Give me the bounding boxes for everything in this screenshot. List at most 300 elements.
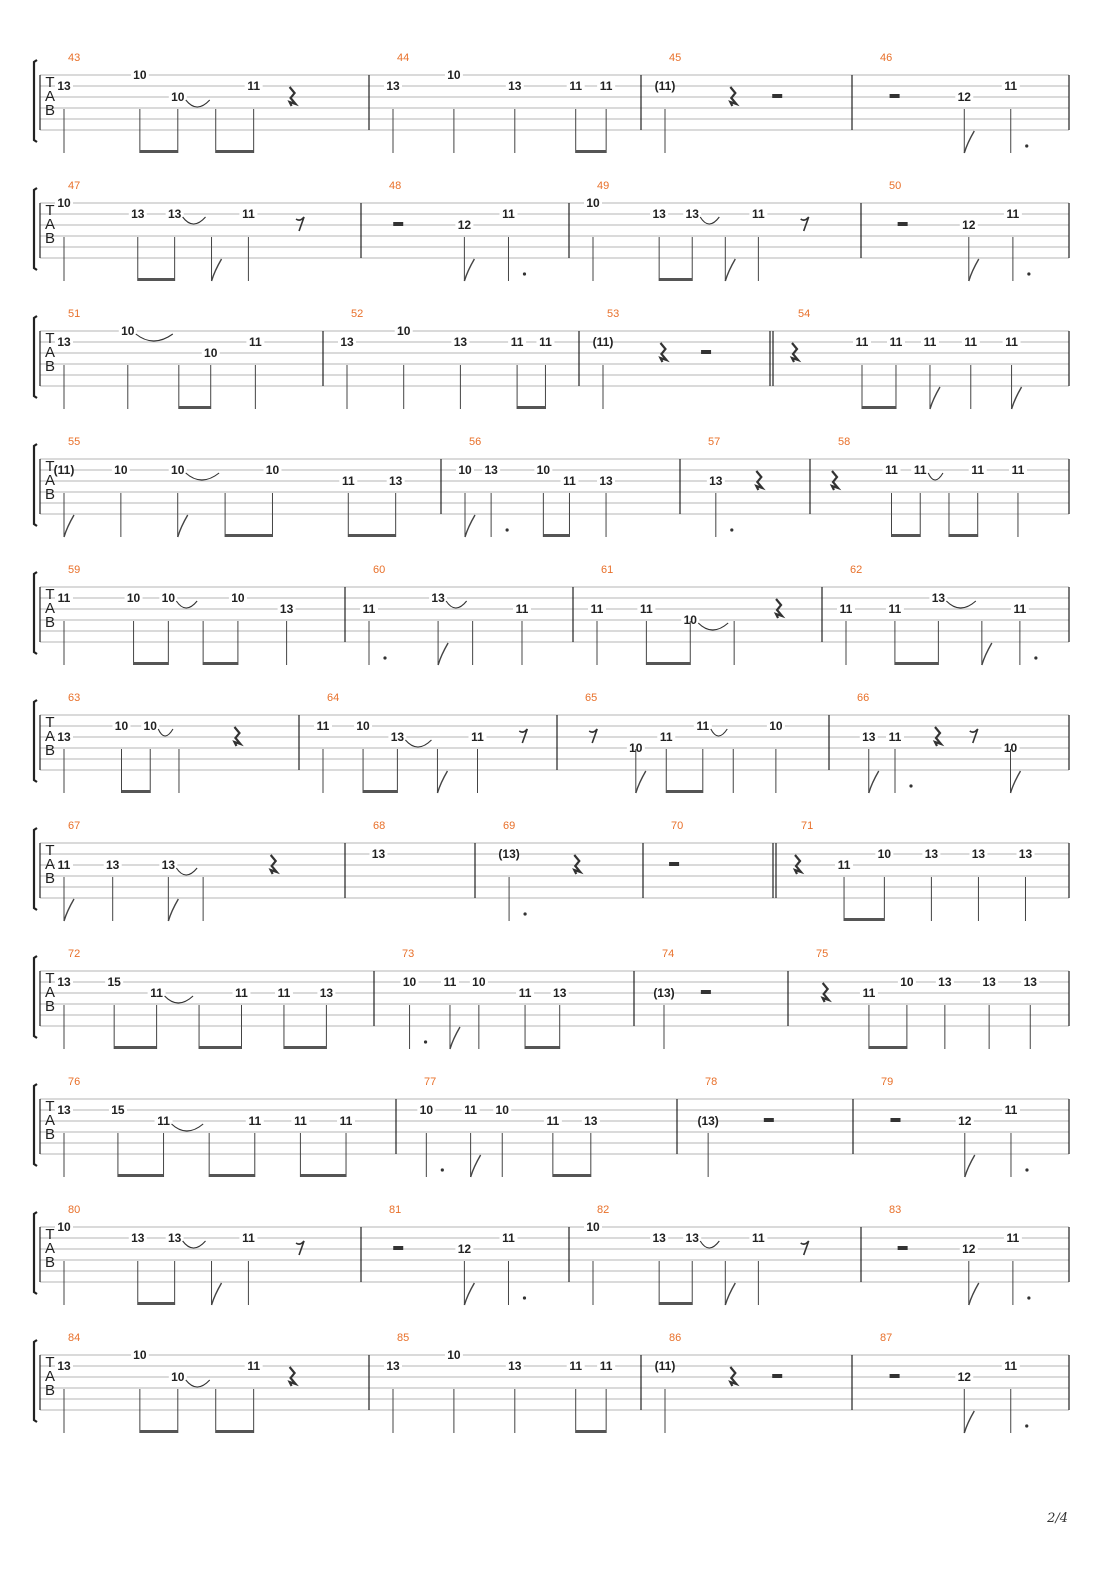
measure-number: 55 <box>68 436 81 448</box>
fret-number: 10 <box>769 719 783 733</box>
measure <box>55 308 264 409</box>
tab-clef-letter: B <box>44 486 56 503</box>
fret-number: 10 <box>133 1348 147 1362</box>
tie-arc <box>186 100 210 107</box>
tab-clef-letter: T <box>45 586 55 603</box>
fret-number: (13) <box>653 986 675 1000</box>
measure-number: 57 <box>708 436 721 448</box>
fret-number: 13 <box>685 1231 699 1245</box>
note-beam <box>284 1046 326 1049</box>
note-beam <box>543 534 569 537</box>
fret-number: 13 <box>340 335 354 349</box>
note-beam <box>114 1046 156 1049</box>
augmentation-dot <box>1025 1424 1028 1427</box>
tie-arc <box>176 601 197 608</box>
note-beam <box>121 790 150 793</box>
fret-number: 10 <box>495 1103 509 1117</box>
tab-clef-letter: A <box>44 216 56 233</box>
fret-number: 10 <box>586 196 600 210</box>
fret-number: 11 <box>1006 207 1020 221</box>
augmentation-dot <box>1025 1168 1028 1171</box>
measure-number: 82 <box>597 1204 610 1216</box>
tie-arc <box>176 868 197 875</box>
fret-number: 10 <box>57 196 71 210</box>
tab-clef-letter: T <box>45 1226 55 1243</box>
fret-number: (11) <box>654 79 676 93</box>
measure <box>55 1076 355 1177</box>
fret-number: 11 <box>569 79 583 93</box>
note-beam <box>199 1046 241 1049</box>
note-beam <box>140 150 178 153</box>
measure-number: 68 <box>373 820 386 832</box>
augmentation-dot <box>523 272 526 275</box>
note-beam <box>576 150 606 153</box>
measure-number: 78 <box>705 1076 718 1088</box>
fret-number: 12 <box>457 1242 472 1256</box>
tab-clef-letter: B <box>44 358 56 375</box>
fret-number: 13 <box>106 858 120 872</box>
note-beam <box>525 1046 560 1049</box>
fret-number: 11 <box>1004 1103 1018 1117</box>
note-beam <box>891 534 920 537</box>
tab-clef-letter: A <box>44 1112 56 1129</box>
fret-number: 10 <box>397 324 411 338</box>
fret-number: 13 <box>553 986 567 1000</box>
measure-number: 86 <box>669 1332 682 1344</box>
tie-arc <box>700 217 719 224</box>
measure-number: 52 <box>351 308 364 320</box>
measure <box>55 564 296 665</box>
fret-number: 11 <box>57 591 71 605</box>
tie-arc <box>186 473 219 480</box>
tie-arc <box>183 217 206 224</box>
measure-number: 71 <box>801 820 814 832</box>
fret-number: 13 <box>57 730 71 744</box>
note-flag <box>1011 771 1021 793</box>
measure-number: 80 <box>68 1204 81 1216</box>
augmentation-dot <box>383 656 386 659</box>
tab-clef-letter: T <box>45 1098 55 1115</box>
system-bracket <box>34 572 37 654</box>
measure-number: 79 <box>881 1076 894 1088</box>
tab-clef-letter: B <box>44 998 56 1015</box>
system-bracket <box>34 828 37 910</box>
note-beam <box>138 1302 175 1305</box>
measure <box>889 180 1030 281</box>
note-beam <box>300 1174 346 1177</box>
fret-number: 13 <box>390 730 405 744</box>
augmentation-dot <box>1027 1296 1030 1299</box>
measure <box>54 436 405 537</box>
fret-number: 10 <box>143 719 157 733</box>
measure-number: 53 <box>607 308 620 320</box>
note-beam <box>134 662 169 665</box>
measure <box>389 1204 526 1305</box>
fret-number: 10 <box>586 1220 600 1234</box>
note-flag <box>964 1411 974 1433</box>
note-flag <box>212 1283 222 1305</box>
measure <box>384 52 615 153</box>
note-beam <box>517 406 545 409</box>
measure-number: 81 <box>389 1204 402 1216</box>
fret-number: 13 <box>652 1231 666 1245</box>
fret-number: 13 <box>584 1114 598 1128</box>
fret-number: 11 <box>515 602 529 616</box>
fret-number: 13 <box>388 474 403 488</box>
measure-number: 72 <box>68 948 81 960</box>
tie-arc <box>158 729 173 736</box>
measure <box>384 1332 615 1433</box>
note-flag <box>965 1155 975 1177</box>
measure <box>881 1076 1029 1177</box>
measure <box>837 564 1037 665</box>
note-beam <box>363 790 397 793</box>
note-flag <box>212 259 222 281</box>
fret-number: 11 <box>443 975 457 989</box>
fret-number: 11 <box>510 335 524 349</box>
fret-number: 13 <box>386 1359 400 1373</box>
fret-number: 11 <box>837 858 851 872</box>
note-flag <box>982 643 992 665</box>
fret-number: 11 <box>590 602 604 616</box>
eighth-rest <box>970 729 978 743</box>
fret-number: 13 <box>57 79 71 93</box>
measure <box>707 436 763 537</box>
fret-number: 11 <box>599 79 613 93</box>
tab-system <box>34 436 1069 537</box>
tab-clef-letter: T <box>45 714 55 731</box>
measure <box>776 820 1034 921</box>
fret-number: 11 <box>339 1114 353 1128</box>
measure <box>816 948 1039 1049</box>
tab-clef-letter: B <box>44 1126 56 1143</box>
half-rest <box>898 222 908 226</box>
fret-number: 13 <box>131 207 145 221</box>
measure <box>697 1076 773 1177</box>
tab-system <box>34 52 1069 153</box>
tie-arc <box>698 623 728 630</box>
fret-number: 13 <box>57 335 71 349</box>
measure <box>417 1076 599 1177</box>
tab-clef-letter: A <box>44 88 56 105</box>
tab-clef-letter: T <box>45 202 55 219</box>
half-rest <box>393 1246 403 1250</box>
measure <box>55 948 335 1049</box>
note-beam <box>553 1174 591 1177</box>
fret-number: 12 <box>457 218 472 232</box>
fret-number: 10 <box>356 719 370 733</box>
fret-number: 11 <box>150 986 163 1000</box>
fret-number: 11 <box>752 207 765 221</box>
tab-clef-letter: B <box>44 742 56 759</box>
measure <box>584 180 809 281</box>
fret-number: 10 <box>114 719 129 733</box>
measure <box>401 948 569 1049</box>
measure <box>55 820 277 921</box>
note-flag <box>450 1027 460 1049</box>
fret-number: 11 <box>888 730 902 744</box>
note-flag <box>64 515 74 537</box>
fret-number: 11 <box>563 474 576 488</box>
fret-number: 11 <box>247 1359 260 1373</box>
tab-system <box>34 1204 1069 1305</box>
augmentation-dot <box>1027 272 1030 275</box>
fret-number: 11 <box>971 463 985 477</box>
fret-number: 11 <box>862 986 876 1000</box>
fret-number: 13 <box>1023 975 1037 989</box>
fret-number: 13 <box>484 463 498 477</box>
fret-number: 13 <box>924 847 939 861</box>
fret-number: 13 <box>167 1231 182 1245</box>
fret-number: 11 <box>599 1359 613 1373</box>
fret-number: 10 <box>447 68 461 82</box>
note-beam <box>895 662 938 665</box>
measure-number: 50 <box>889 180 902 192</box>
fret-number: 10 <box>114 463 128 477</box>
fret-number: 11 <box>696 719 710 733</box>
fret-number: 10 <box>126 591 141 605</box>
fret-number: 13 <box>319 986 334 1000</box>
note-beam <box>216 1430 254 1433</box>
measure <box>880 1332 1028 1433</box>
fret-number: 10 <box>536 463 551 477</box>
measure-number: 49 <box>597 180 610 192</box>
fret-number: 10 <box>1003 741 1018 755</box>
tab-clef-letter: B <box>44 1382 56 1399</box>
measure-number: 66 <box>857 692 870 704</box>
tab-clef-letter: T <box>45 458 55 475</box>
tab-clef-letter: B <box>44 102 56 119</box>
fret-number: 13 <box>371 847 386 861</box>
tab-system <box>34 1076 1069 1177</box>
measure <box>655 52 783 153</box>
note-flag <box>869 771 879 793</box>
measure-number: 70 <box>671 820 684 832</box>
tab-clef-letter: A <box>44 472 56 489</box>
fret-number: 11 <box>1004 79 1018 93</box>
fret-number: 10 <box>900 975 914 989</box>
fret-number: 13 <box>57 975 71 989</box>
system-bracket <box>34 1212 37 1294</box>
tab-clef-letter: T <box>45 842 55 859</box>
measure-number: 75 <box>816 948 829 960</box>
half-rest <box>701 350 711 354</box>
measure <box>773 308 1022 409</box>
fret-number: 11 <box>294 1114 307 1128</box>
tab-clef-letter: T <box>45 74 55 91</box>
fret-number: 11 <box>242 1231 255 1245</box>
measure-number: 45 <box>669 52 682 64</box>
fret-number: 11 <box>1013 602 1027 616</box>
fret-number: 11 <box>913 463 927 477</box>
fret-number: 11 <box>316 719 330 733</box>
measure <box>832 436 1027 537</box>
eighth-rest <box>801 1241 809 1255</box>
augmentation-dot <box>1034 656 1037 659</box>
measure <box>588 564 782 665</box>
half-rest <box>393 222 403 226</box>
note-beam <box>666 790 703 793</box>
measure-number: 61 <box>601 564 614 576</box>
measure <box>55 692 240 793</box>
tab-system <box>34 180 1069 281</box>
half-rest <box>701 990 711 994</box>
fret-number: 10 <box>447 1348 461 1362</box>
fret-number: 11 <box>242 207 255 221</box>
tie-arc <box>183 1241 206 1248</box>
fret-number: 10 <box>458 463 472 477</box>
tab-clef-letter: B <box>44 230 56 247</box>
fret-number: 11 <box>546 1114 560 1128</box>
fret-number: 11 <box>235 986 248 1000</box>
note-flag <box>64 899 74 921</box>
augmentation-dot <box>441 1168 444 1171</box>
tie-arc <box>165 996 193 1003</box>
measure-number: 69 <box>503 820 516 832</box>
fret-number: (11) <box>53 463 75 477</box>
measure <box>55 180 304 281</box>
fret-number: 11 <box>752 1231 765 1245</box>
fret-number: 15 <box>107 975 121 989</box>
measure-number: 77 <box>424 1076 437 1088</box>
fret-number: 11 <box>249 335 262 349</box>
measure <box>653 948 711 1049</box>
note-beam <box>140 1430 178 1433</box>
fret-number: 11 <box>247 79 260 93</box>
note-beam <box>659 278 692 281</box>
fret-number: (13) <box>498 847 520 861</box>
fret-number: 11 <box>964 335 978 349</box>
augmentation-dot <box>523 912 526 915</box>
fret-number: 12 <box>962 218 976 232</box>
note-flag <box>969 259 979 281</box>
augmentation-dot <box>424 1040 427 1043</box>
fret-number: 13 <box>862 730 876 744</box>
fret-number: 13 <box>599 474 613 488</box>
tab-clef-letter: T <box>45 330 55 347</box>
fret-number: 10 <box>683 613 697 627</box>
fret-number: 11 <box>889 335 903 349</box>
note-beam <box>646 662 690 665</box>
measure <box>338 308 554 409</box>
fret-number: 11 <box>471 730 484 744</box>
fret-number: 13 <box>508 79 522 93</box>
measure <box>55 52 296 153</box>
measure-number: 85 <box>397 1332 410 1344</box>
fret-number: 12 <box>958 1114 972 1128</box>
tab-clef-letter: B <box>44 614 56 631</box>
fret-number: 11 <box>57 858 71 872</box>
tab-system <box>34 564 1069 665</box>
fret-number: 11 <box>502 1231 515 1245</box>
measure-number: 64 <box>327 692 340 704</box>
measure-number: 56 <box>469 436 482 448</box>
half-rest <box>772 94 782 98</box>
note-flag <box>178 515 188 537</box>
fret-number: 11 <box>518 986 532 1000</box>
note-beam <box>216 150 254 153</box>
system-bracket <box>34 188 37 270</box>
note-beam <box>869 1046 907 1049</box>
fret-number: 11 <box>1011 463 1025 477</box>
fret-number: 13 <box>57 1103 71 1117</box>
measure-number: 46 <box>880 52 893 64</box>
fret-number: 10 <box>877 847 892 861</box>
measure-number: 67 <box>68 820 81 832</box>
note-flag <box>471 1155 481 1177</box>
tab-clef-letter: A <box>44 856 56 873</box>
fret-number: 10 <box>629 741 643 755</box>
measure-number: 44 <box>397 52 410 64</box>
tab-clef-letter: A <box>44 1368 56 1385</box>
half-rest <box>764 1118 774 1122</box>
system-bracket <box>34 444 37 526</box>
measure-number: 60 <box>373 564 386 576</box>
eighth-rest <box>589 729 597 743</box>
measure-number: 73 <box>402 948 415 960</box>
note-flag <box>437 771 447 793</box>
fret-number: 13 <box>167 207 182 221</box>
note-beam <box>348 534 395 537</box>
note-beam <box>179 406 211 409</box>
fret-number: 13 <box>279 602 294 616</box>
eighth-rest <box>296 1241 304 1255</box>
fret-number: 11 <box>569 1359 583 1373</box>
note-flag <box>438 643 448 665</box>
note-flag <box>464 1283 474 1305</box>
measure-number: 87 <box>880 1332 893 1344</box>
fret-number: 10 <box>171 90 185 104</box>
measure-number: 74 <box>662 948 675 960</box>
note-flag <box>168 899 178 921</box>
measure-number: 83 <box>889 1204 902 1216</box>
measure <box>389 180 526 281</box>
tab-clef-letter: A <box>44 344 56 361</box>
fret-number: 13 <box>931 591 946 605</box>
tab-clef-letter: A <box>44 984 56 1001</box>
fret-number: 10 <box>204 346 218 360</box>
measure <box>889 1204 1030 1305</box>
fret-number: 11 <box>1004 1359 1018 1373</box>
fret-number: 10 <box>161 591 176 605</box>
measure <box>369 820 387 861</box>
fret-number: 11 <box>1006 1231 1020 1245</box>
measure-number: 43 <box>68 52 81 64</box>
half-rest <box>898 1246 908 1250</box>
fret-number: 11 <box>659 730 673 744</box>
fret-number: 13 <box>57 1359 71 1373</box>
eighth-rest <box>801 217 809 231</box>
measure <box>593 308 711 409</box>
fret-number: 10 <box>265 463 280 477</box>
note-beam <box>862 406 896 409</box>
note-flag <box>464 259 474 281</box>
fret-number: 11 <box>464 1103 477 1117</box>
fret-number: 11 <box>341 474 355 488</box>
note-beam <box>659 1302 692 1305</box>
tie-arc <box>700 1241 719 1248</box>
fret-number: 10 <box>472 975 486 989</box>
fret-number: 11 <box>362 602 376 616</box>
page-number: 2/4 <box>1047 1511 1068 1526</box>
tab-clef-letter: A <box>44 728 56 745</box>
fret-number: 13 <box>453 335 468 349</box>
measure <box>880 52 1028 153</box>
fret-number: (11) <box>654 1359 676 1373</box>
measure <box>498 820 580 921</box>
note-beam <box>844 918 884 921</box>
fret-number: 11 <box>923 335 937 349</box>
